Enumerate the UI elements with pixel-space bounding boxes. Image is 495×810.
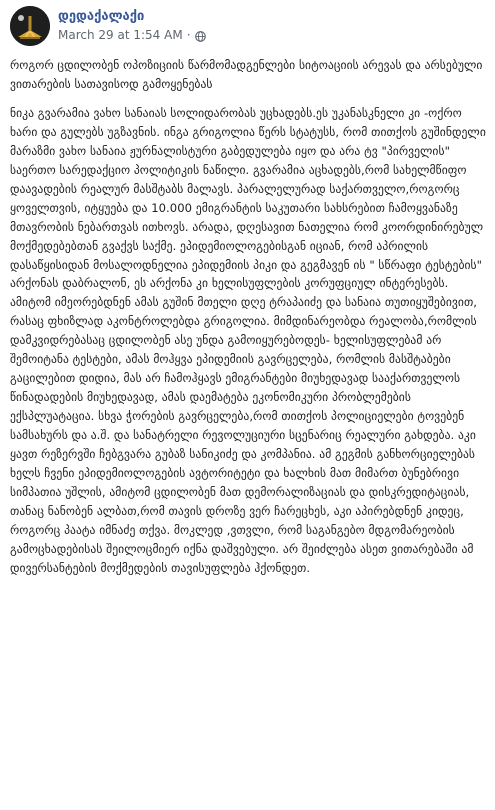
post-header [10, 6, 206, 46]
tower-logo-icon [10, 6, 50, 46]
post-timestamp[interactable]: March 29 at 1:54 AM [58, 28, 183, 42]
post-meta [58, 6, 206, 43]
globe-icon[interactable] [195, 30, 206, 41]
post-paragraph-main: ნიკა გვარამია ვახო სანაიას სოლიდარობას უცხადებს.ეს უკანასკნელი კი -ოქრო ხარი და გულებს უგზავნის. ინგა გრიგოლია წერს სტატუსს, რომ თითქოს გუშინდელი მარაზმი ვახო სანაია ჟურნალისტური გაბედულება იყო და არა ტვ "პირველის" საერთო სარედაქციო პოლიტიკის ნაწილი. გვარამია აცხადებს,რომ სახელმწიფო დაავადების რეალურ მასშტაბს მალავს. პარალელურად საქართველო,როგორც ყოველთვის, იტყუება და 10.000 ემიგრანტის საკუთარი სახსრებით ჩამოყვანაზე მთავრობის ნებართვას ითხოვს. არადა, დღესავით ნათელია რომ კოორდინირებულ მოქმედებებთან გვაქვს საქმე. ეპიდემიოლოგებისგან იციან, რომ აპრილის დასაწყისიდან მოსალოდნელია ეპიდემიის პიკი და გეგმავენ ის " სწრაფი ტესტების" არქონას დაბრალონ, ეს არქონა კი ხელისუფლების კორუფციულ ინტერესებს. ამიტომ იმეორებდნენ ამას გუშინ მთელი დღე ტრაპაიძე და სანაია თუთიყუშებივით, რასაც ფხიზლად აკონტროლებდა გრიგოლია. მიმდინარეობდა რეალობა,რომლის დამკვიდრებასაც ცდილობენ ასე უნდა გამოიყურებოდეს- ხელისუფლებამ არ შემოიტანა ტესტები, ამას მოჰყვა ეპიდემიის გავრცელება, რომლის მასშტაბები გაცილებით დიდია, მას არ ჩამოჰყავს ემიგრანტები მიუხედავად სააქართველოს წინადადების მიუხედავად, ამას დაემატება ეკონომიკური პრობლემების ექსპლუატაცია. სხვა ჭორების გავრცელება,რომ თითქოს პოლიციელები ტოვებენ სამსახურს და ა.შ. და სანატრელი რევოლუციური სცენარიც რეალური გახდება. აკი ყავთ რეზერვში ჩებგვარა გუბაზ სანიკიძე და კომპანია. ამ გეგმის განხორციელებას ხელს ჩვენი ეპიდემიოლოგების ავტორიტეტი და ხალხის მათ მიმართ ბუნებრივი სიმპათია უშლის, ამიტომ ცდილობენ მათ დემორალიზაციას და დისკრედიტაციას, თანაც ნანობენ ალბათ,რომ თავის დროზე ვერ ჩარეცხეს, აკი აპირებდნენ კიდეც, როგორც პაატა იმნაძე თქვა. მოკლედ ,ვთვლი, რომ საგანგებო მდგომარეობის გამოცხადებისას შეილოცმიერ იქნა დაშვებული. არ შეიძლება ასეთ ვითარებაში ამ დივერსანტების მოქმედების თავისუფლება ჰქონდეთ. [10, 105, 486, 575]
page-name-link[interactable]: დედაქალაქი [58, 9, 145, 24]
post-subline [58, 27, 206, 43]
post-paragraph-intro: როგორ ცდილობენ ოპოზიციის წარმომადგენლები სიტოაციის არევას და არსებული ვითარების სათავისოდ გამოყენებას [10, 58, 483, 91]
meta-separator: · [186, 28, 191, 42]
page-avatar[interactable] [10, 6, 50, 46]
post-body [10, 56, 488, 578]
